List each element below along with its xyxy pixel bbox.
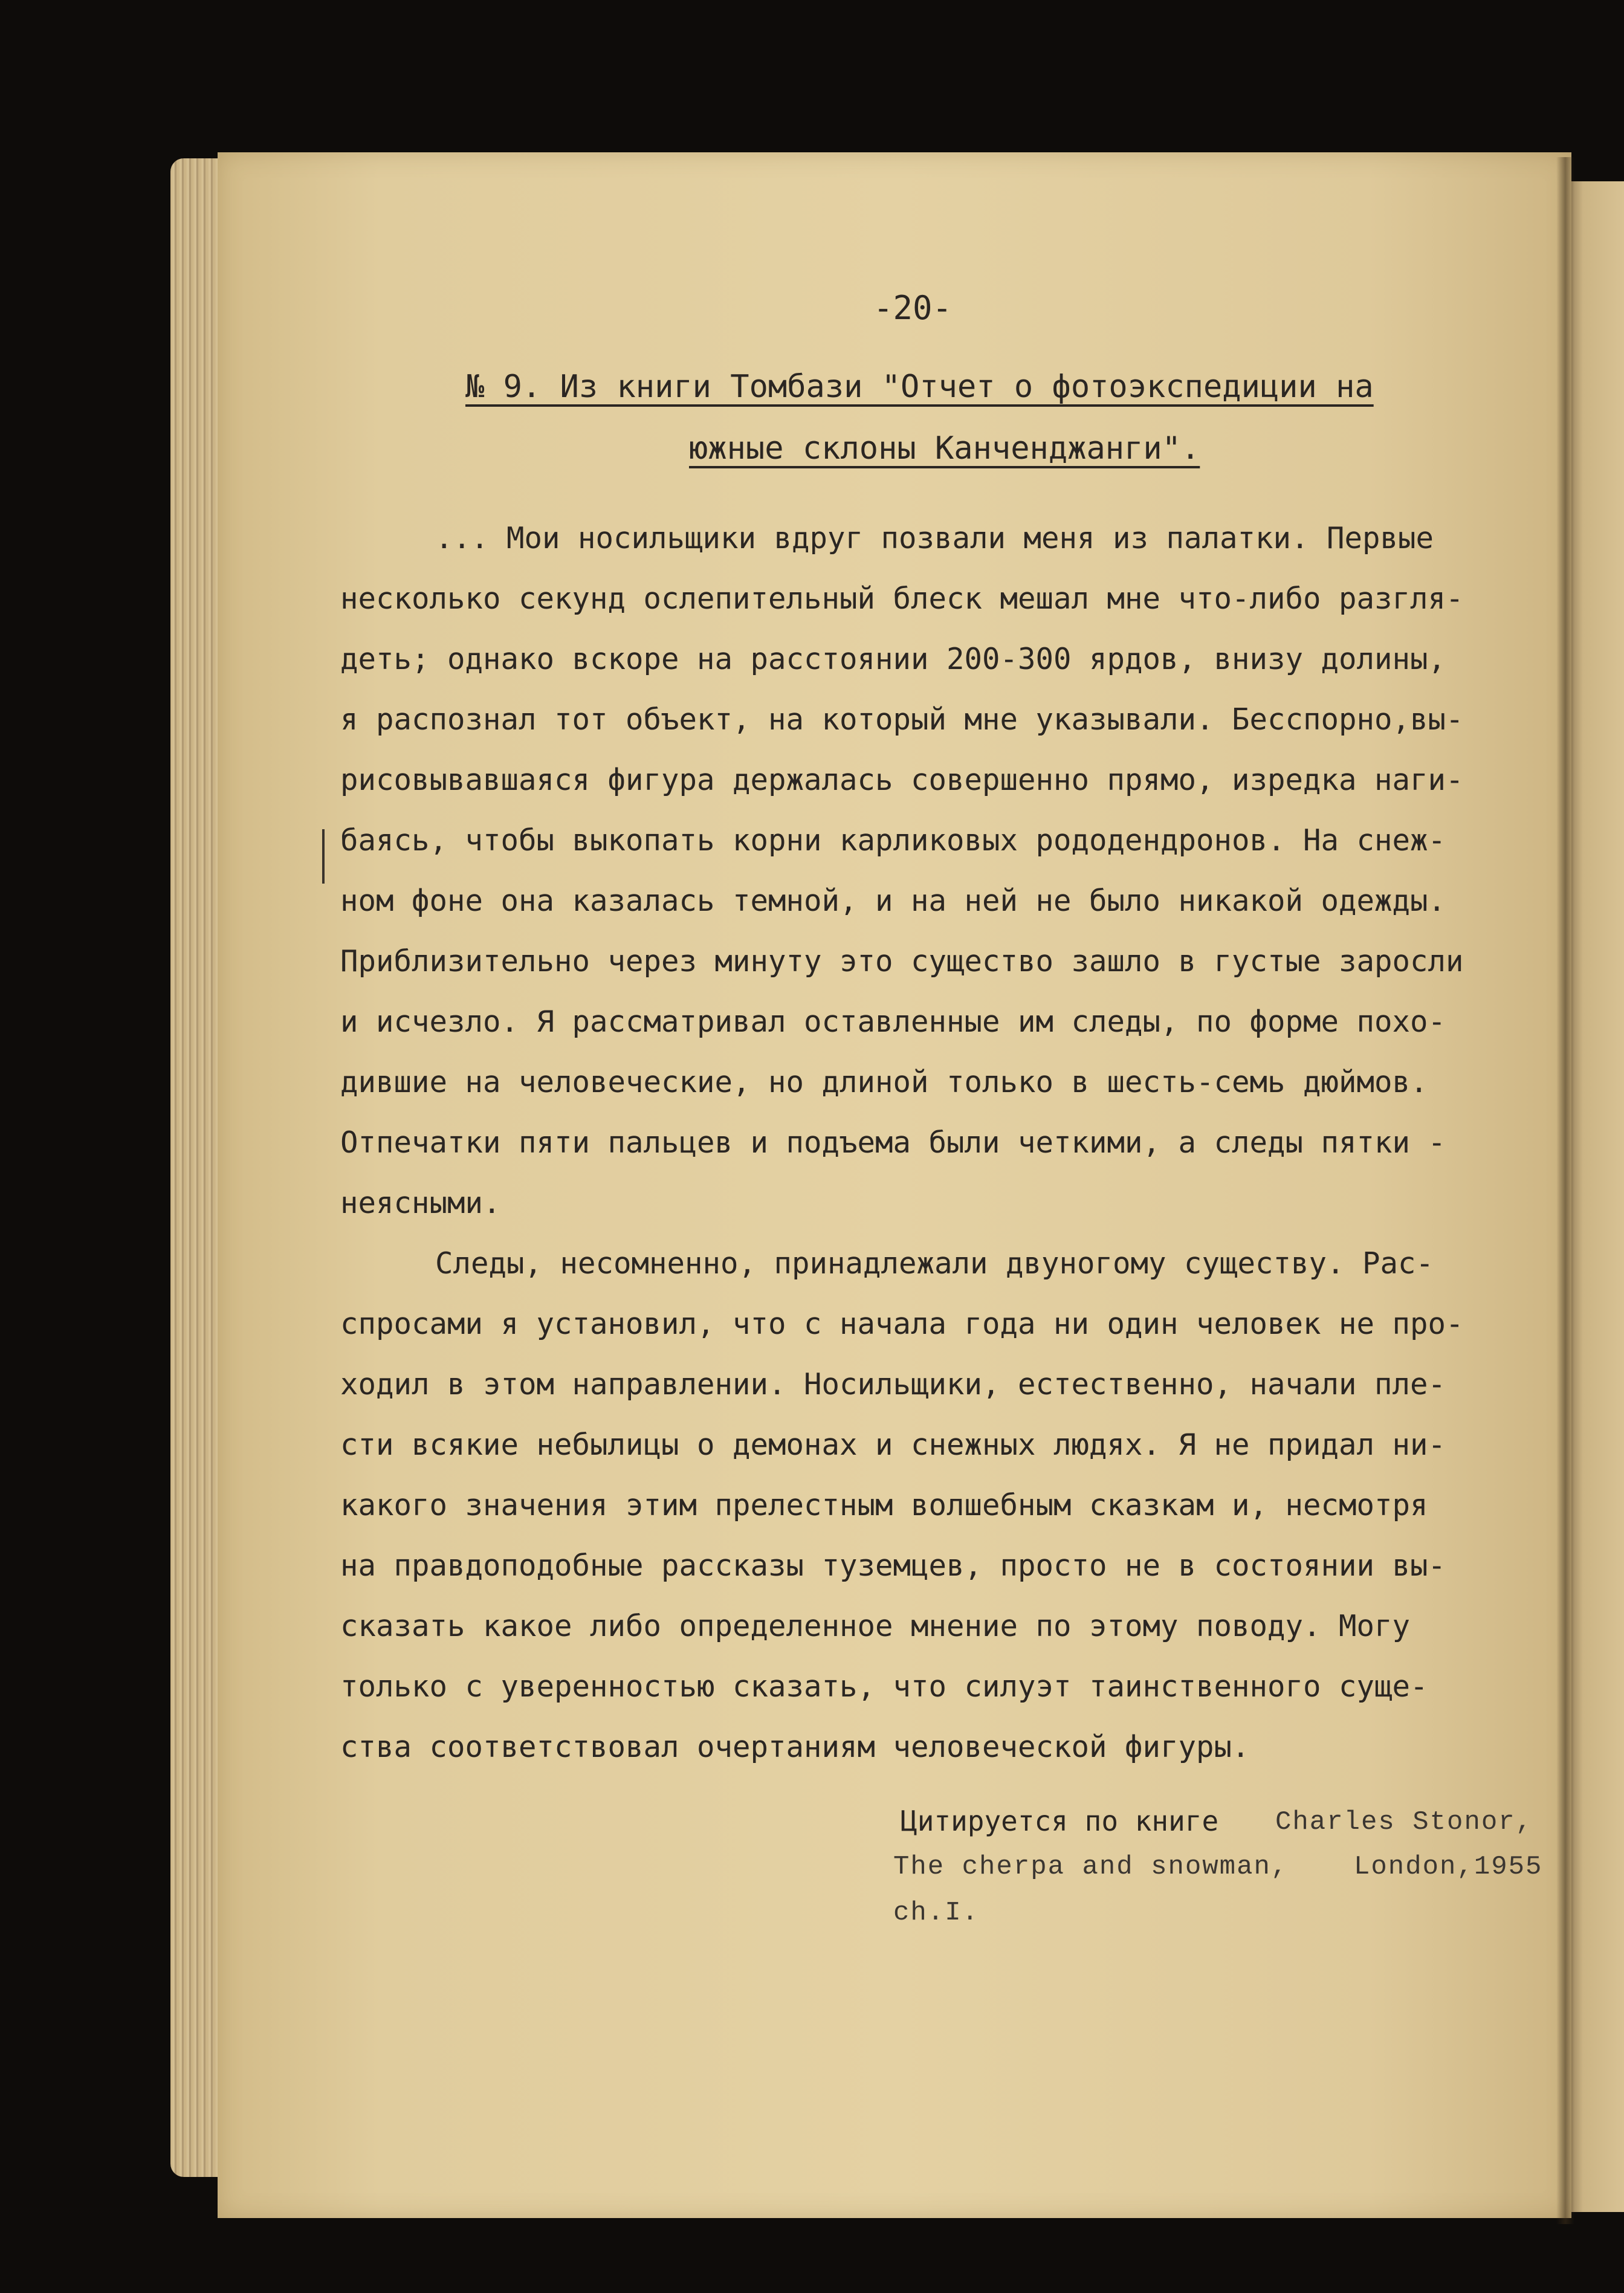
body-line: Следы, несомненно, принадлежали двуногому существу. Рас-	[435, 1246, 1434, 1281]
body-line: неясными.	[340, 1186, 501, 1220]
page-number: -20-	[873, 289, 953, 327]
heading-line-2-tail: .	[1180, 430, 1200, 467]
book-gutter	[1556, 157, 1574, 2224]
body-line: и исчезло. Я рассматривал оставленные им следы, по форме похо-	[340, 1004, 1446, 1039]
body-line: баясь, чтобы выкопать корни карликовых рододендронов. На снеж-	[340, 823, 1446, 858]
citation-lead: Цитируется по книге	[901, 1805, 1219, 1837]
body-line: только с уверенностью сказать, что силуэт таинственного суще-	[340, 1669, 1428, 1704]
citation-chapter: ch.I.	[893, 1898, 980, 1928]
body-line: Отпечатки пяти пальцев и подъема были четкими, а следы пятки -	[340, 1125, 1446, 1160]
body-line: сказать какое либо определенное мнение по этому поводу. Могу	[340, 1609, 1411, 1643]
citation-place-year: London,1955	[1354, 1852, 1543, 1882]
body-line: я распознал тот объект, на который мне указывали. Бесспорно,вы-	[340, 702, 1464, 737]
citation-title: The cherpa and snowman,	[893, 1852, 1289, 1882]
body-line: на правдоподобные рассказы туземцев, просто не в состоянии вы-	[340, 1548, 1446, 1583]
body-line: ном фоне она казалась темной, и на ней не было никакой одежды.	[340, 884, 1446, 918]
margin-mark	[322, 829, 325, 884]
heading-line-2	[689, 430, 1200, 467]
body-line: ходил в этом направлении. Носильщики, естественно, начали пле-	[340, 1367, 1446, 1402]
body-line: спросами я установил, что с начала года ни один человек не про-	[340, 1307, 1464, 1341]
body-line: ства соответствовал очертаниям человеческой фигуры.	[340, 1730, 1250, 1764]
body-line: рисовывавшаяся фигура держалась совершенно прямо, изредка наги-	[340, 763, 1464, 797]
citation-author: Charles Stonor,	[1275, 1807, 1533, 1837]
body-line: какого значения этим прелестным волшебным сказкам и, несмотря	[340, 1488, 1428, 1522]
body-line: дившие на человеческие, но длиной только в шесть-семь дюймов.	[340, 1065, 1428, 1099]
body-line: несколько секунд ослепительный блеск мешал мне что-либо разгля-	[340, 581, 1464, 616]
body-line: ... Мои носильщики вдруг позвали меня из палатки. Первые	[435, 521, 1434, 555]
heading-line-1: № 9. Из книги Томбази "Отчет о фотоэкспедиции на	[465, 369, 1374, 405]
body-line: Приблизительно через минуту это существо зашло в густые заросли	[340, 944, 1464, 978]
heading-line-2-text: южные склоны Канченджанги"	[689, 430, 1181, 467]
body-line: деть; однако вскоре на расстоянии 200-300 ярдов, внизу долины,	[340, 642, 1446, 676]
body-line: сти всякие небылицы о демонах и снежных людях. Я не придал ни-	[340, 1428, 1446, 1462]
